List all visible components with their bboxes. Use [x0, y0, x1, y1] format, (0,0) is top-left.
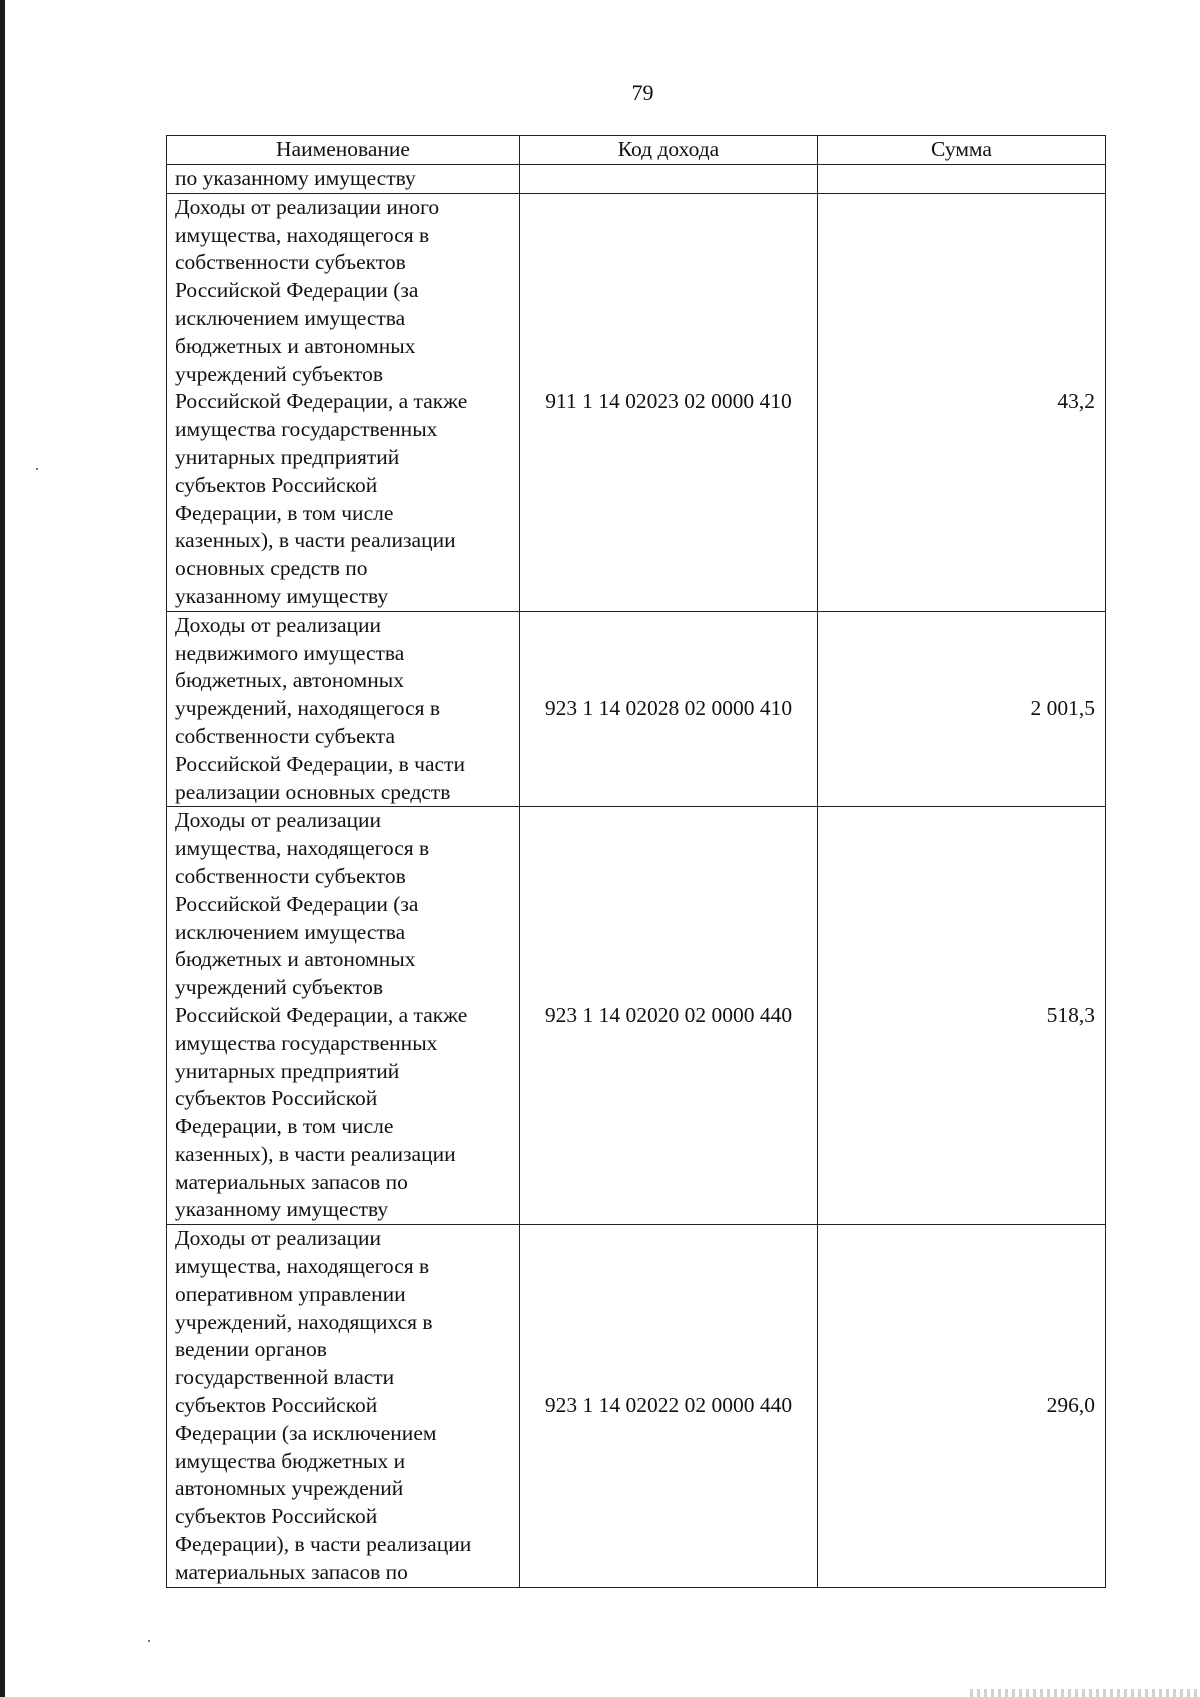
- name-line: Российской Федерации, а также: [175, 1002, 468, 1027]
- scan-speck: [36, 468, 38, 470]
- cell-sum: 2 001,5: [818, 611, 1106, 807]
- table-row: [167, 1225, 1106, 1587]
- cell-sum: 296,0: [818, 1225, 1106, 1587]
- name-line: казенных), в части реализации: [175, 1141, 456, 1166]
- header-sum: Сумма: [818, 136, 1106, 165]
- name-line: учреждений, находящегося в: [175, 696, 441, 721]
- name-line: исключением имущества: [175, 305, 406, 330]
- scan-noise: [970, 1689, 1200, 1697]
- name-line: указанному имуществу: [175, 583, 389, 608]
- name-line: по указанному имуществу: [175, 166, 416, 190]
- name-line: субъектов Российской: [175, 1086, 378, 1111]
- name-line: реализации основных средств: [175, 779, 451, 804]
- name-line: государственной власти: [175, 1365, 395, 1390]
- cell-name: [167, 807, 520, 1225]
- name-line: собственности субъектов: [175, 863, 406, 888]
- name-line: учреждений субъектов: [175, 975, 384, 1000]
- name-line: Федерации), в части реализации: [175, 1532, 472, 1557]
- scan-edge: [0, 0, 5, 1697]
- name-line: материальных запасов по: [175, 1169, 408, 1194]
- name-line: ведении органов: [175, 1337, 327, 1362]
- name-line: имущества, находящегося в: [175, 222, 430, 247]
- name-line: исключением имущества: [175, 919, 406, 944]
- name-line: указанному имуществу: [175, 1197, 389, 1222]
- header-row: [167, 136, 1106, 165]
- page-number: 79: [631, 80, 654, 105]
- name-line: имущества бюджетных и: [175, 1448, 406, 1473]
- cell-code: 923 1 14 02028 02 0000 410: [520, 611, 818, 807]
- table-row: [167, 611, 1106, 807]
- name-line: Федерации, в том числе: [175, 1114, 394, 1139]
- name-line: учреждений субъектов: [175, 361, 384, 386]
- name-line: Российской Федерации (за: [175, 278, 419, 303]
- cell-code: [520, 165, 818, 194]
- name-line: Доходы от реализации: [175, 808, 382, 833]
- name-line: Федерации, в том числе: [175, 500, 394, 525]
- revenue-table: [166, 135, 1106, 1588]
- name-line: Российской Федерации (за: [175, 891, 419, 916]
- name-line: оперативном управлении: [175, 1281, 406, 1306]
- table-row: [167, 165, 1106, 194]
- name-line: автономных учреждений: [175, 1476, 404, 1501]
- table-header: [167, 136, 1106, 165]
- name-line: Доходы от реализации иного: [175, 194, 440, 219]
- name-line: имущества, находящегося в: [175, 836, 430, 861]
- name-line: имущества, находящегося в: [175, 1254, 430, 1279]
- name-line: имущества государственных: [175, 417, 438, 442]
- name-line: Российской Федерации, а также: [175, 389, 468, 414]
- cell-name: [167, 193, 520, 611]
- name-line: субъектов Российской: [175, 1393, 378, 1418]
- name-line: основных средств по: [175, 556, 368, 581]
- name-line: собственности субъектов: [175, 250, 406, 275]
- header-code: Код дохода: [520, 136, 818, 165]
- name-line: унитарных предприятий: [175, 444, 400, 469]
- cell-name: [167, 611, 520, 807]
- cell-code: 923 1 14 02020 02 0000 440: [520, 807, 818, 1225]
- name-line: унитарных предприятий: [175, 1058, 400, 1083]
- table-row: [167, 807, 1106, 1225]
- cell-sum: 518,3: [818, 807, 1106, 1225]
- scan-speck: [148, 1640, 150, 1642]
- name-line: субъектов Российской: [175, 1504, 378, 1529]
- cell-sum: 43,2: [818, 193, 1106, 611]
- name-line: собственности субъекта: [175, 723, 396, 748]
- name-line: учреждений, находящихся в: [175, 1309, 433, 1334]
- name-line: Российской Федерации, в части: [175, 751, 465, 776]
- name-line: материальных запасов по: [175, 1559, 408, 1584]
- cell-sum: [818, 165, 1106, 194]
- name-line: Доходы от реализации: [175, 612, 382, 637]
- table-body: [167, 165, 1106, 1588]
- name-line: имущества государственных: [175, 1030, 438, 1055]
- name-line: субъектов Российской: [175, 472, 378, 497]
- cell-name: [167, 165, 520, 194]
- cell-code: 923 1 14 02022 02 0000 440: [520, 1225, 818, 1587]
- header-name: Наименование: [167, 136, 520, 165]
- table-row: [167, 193, 1106, 611]
- name-line: бюджетных, автономных: [175, 668, 404, 693]
- cell-code: 911 1 14 02023 02 0000 410: [520, 193, 818, 611]
- name-line: недвижимого имущества: [175, 640, 405, 665]
- name-line: бюджетных и автономных: [175, 947, 416, 972]
- name-line: Доходы от реализации: [175, 1226, 382, 1251]
- name-line: бюджетных и автономных: [175, 333, 416, 358]
- name-line: казенных), в части реализации: [175, 528, 456, 553]
- cell-name: [167, 1225, 520, 1587]
- name-line: Федерации (за исключением: [175, 1420, 437, 1445]
